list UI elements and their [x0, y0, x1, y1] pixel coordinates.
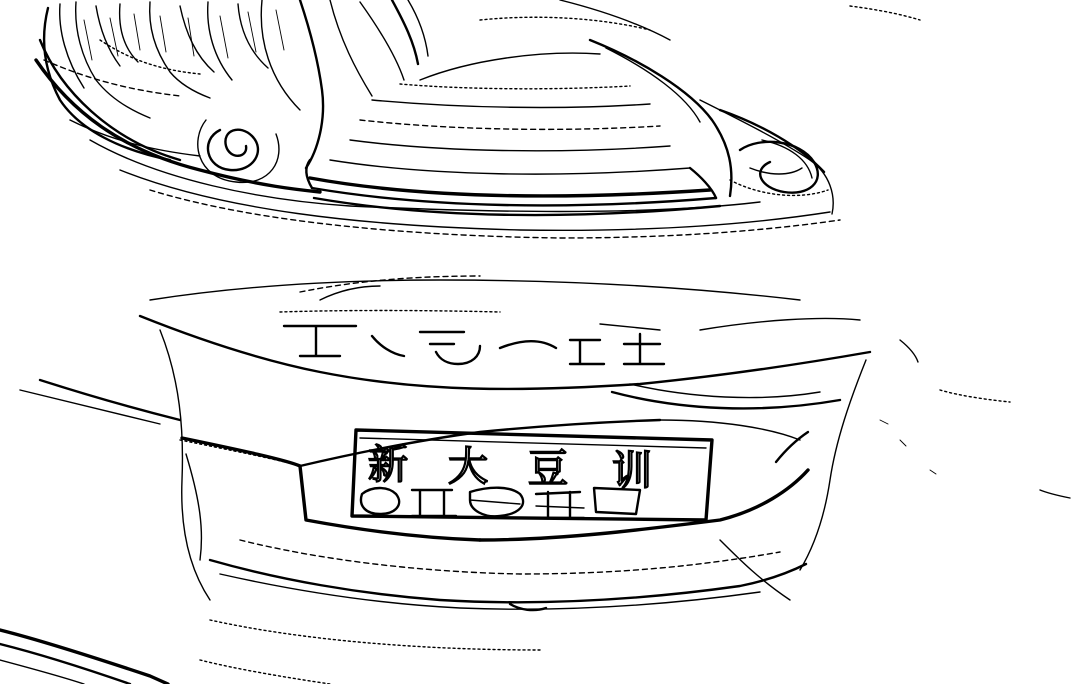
hood-ornament-texture — [44, 0, 428, 182]
plate-char-3: 豆 — [528, 446, 568, 492]
plate-char-2: 大 — [448, 444, 488, 490]
plate-char-1: 新 — [368, 442, 408, 488]
right-headlight — [730, 140, 828, 195]
license-plate-mount — [182, 420, 808, 560]
upper-emblem-band — [280, 311, 664, 365]
license-plate — [352, 430, 712, 520]
plate-char-4: 训 — [612, 448, 652, 494]
plate-lower-row-shapes — [361, 488, 640, 518]
ground-lines — [0, 630, 330, 684]
lower-bumper — [210, 540, 806, 650]
upper-grille — [306, 84, 720, 215]
hood-outline — [36, 0, 920, 238]
right-side-marks — [880, 340, 1070, 498]
